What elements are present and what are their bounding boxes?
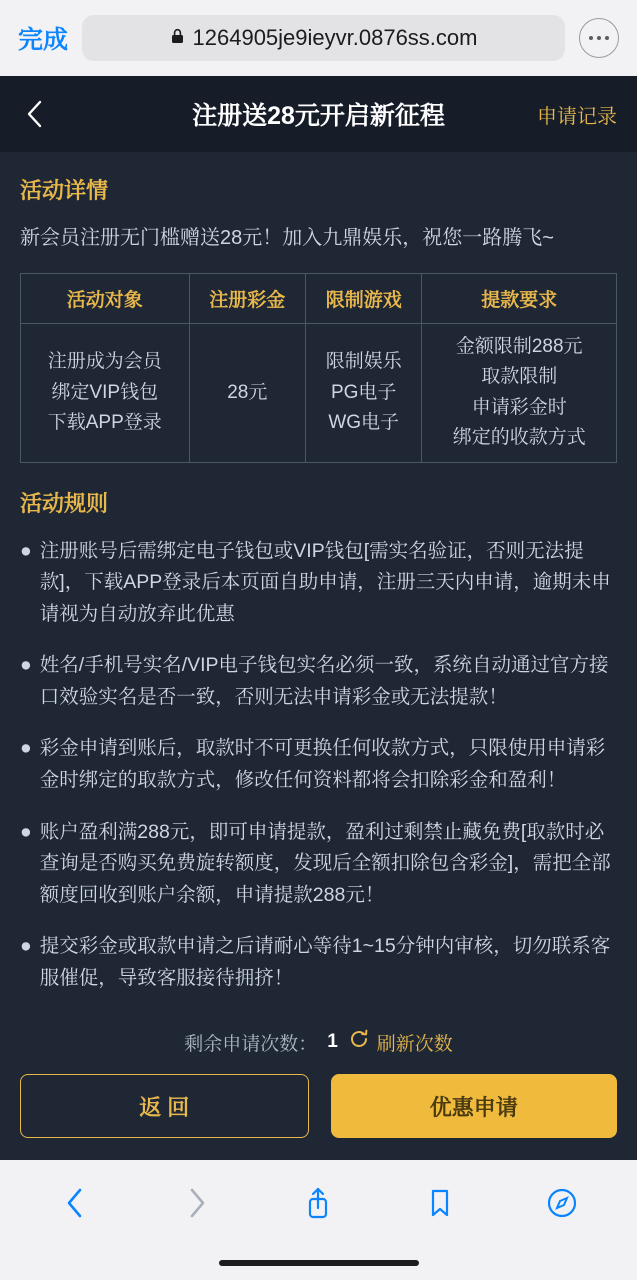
table-cell-line: 下载APP登录: [47, 411, 162, 433]
table-header-cell: 活动对象: [21, 274, 190, 324]
promo-table: [20, 273, 617, 463]
table-cell-line: WG电子: [328, 411, 400, 433]
table-cell-withdraw: [422, 324, 617, 463]
detail-section-title: 活动详情: [20, 178, 109, 203]
table-cell-line: 取款限制: [481, 366, 558, 388]
page-header: [0, 76, 637, 152]
rule-item: [20, 536, 617, 631]
bookmark-icon[interactable]: [414, 1177, 466, 1229]
done-button[interactable]: 完成: [18, 26, 69, 54]
button-row: [20, 1074, 617, 1138]
remaining-attempts: [20, 1018, 617, 1074]
browser-toolbar: [0, 1160, 637, 1246]
rule-item: [20, 817, 617, 912]
refresh-label: 刷新次数: [376, 1033, 453, 1055]
rule-text: 注册账号后需绑定电子钱包或VIP钱包[需实名验证，否则无法提款]，下载APP登录后本页面自助申请，注册三天内申请，逾期未申请视为自动放弃此优惠: [39, 539, 611, 625]
browser-back-icon[interactable]: [49, 1177, 101, 1229]
rule-text: 姓名/手机号实名/VIP电子钱包实名必须一致，系统自动通过官方接口效验实名是否一致，否则无法申请彩金或无法提款！: [39, 654, 609, 708]
table-header-cell: 注册彩金: [189, 274, 305, 324]
browser-address-bar: [0, 0, 637, 76]
home-indicator[interactable]: [219, 1260, 419, 1266]
lock-icon: [170, 27, 185, 50]
table-cell-line: 28元: [227, 381, 268, 403]
apply-promo-button[interactable]: 优惠申请: [331, 1074, 618, 1138]
chevron-left-icon[interactable]: [20, 99, 50, 129]
bullet-icon: ●: [20, 935, 32, 958]
rule-text: 提交彩金或取款申请之后请耐心等待1~15分钟内审核，切勿联系客服催促，导致客服接待拥挤！: [39, 935, 611, 989]
rules-list: [20, 536, 617, 995]
home-indicator-area: [0, 1246, 637, 1280]
url-field[interactable]: [82, 15, 565, 61]
table-cell-line: PG电子: [330, 381, 397, 403]
table-cell-line: 金额限制288元: [455, 336, 583, 357]
table-cell-line: 绑定VIP钱包: [51, 381, 159, 403]
refresh-icon: [348, 1028, 370, 1056]
bullet-icon: ●: [20, 654, 32, 677]
remaining-count: 1: [327, 1031, 338, 1052]
table-cell-bonus: [189, 324, 305, 463]
compass-icon[interactable]: [536, 1177, 588, 1229]
table-cell-line: 申请彩金时: [471, 396, 567, 418]
browser-forward-icon[interactable]: [171, 1177, 223, 1229]
table-cell-line: 绑定的收款方式: [452, 427, 586, 449]
remaining-label: 剩余申请次数：: [184, 1033, 318, 1055]
apply-record-link[interactable]: 申请记录: [537, 105, 617, 128]
table-header-cell: 提款要求: [422, 274, 617, 324]
bullet-icon: ●: [20, 737, 32, 760]
table-cell-games: [305, 324, 421, 463]
page-content: [0, 152, 637, 1018]
back-button[interactable]: 返 回: [20, 1074, 309, 1138]
rule-item: [20, 931, 617, 994]
footer-actions: [0, 1018, 637, 1160]
rule-item: [20, 733, 617, 796]
share-icon[interactable]: [292, 1177, 344, 1229]
table-header-cell: 限制游戏: [305, 274, 421, 324]
table-cell-line: 注册成为会员: [47, 351, 162, 373]
bullet-icon: ●: [20, 820, 32, 843]
rule-text: 账户盈利满288元，即可申请提款，盈利过剩禁止藏免费[取款时必查询是否购买免费旋转额度，发现后全额扣除包含彩金]，需把全部额度回收到账户余额，申请提款288元！: [39, 820, 611, 906]
refresh-attempts-button[interactable]: [348, 1028, 453, 1056]
rule-text: 彩金申请到账后，取款时不可更换任何收款方式，只限使用申请彩金时绑定的取款方式，修改任何资料都将会扣除彩金和盈利！: [39, 737, 606, 792]
table-row: [21, 324, 617, 463]
url-text: 1264905je9ieyvr.0876ss.com: [192, 25, 478, 50]
bullet-icon: ●: [20, 539, 32, 562]
table-cell-line: 限制娱乐: [325, 351, 402, 373]
rule-item: [20, 650, 617, 713]
detail-lead-text: 新会员注册无门槛赠送28元！加入九鼎娱乐，祝您一路腾飞~: [20, 227, 554, 249]
more-icon[interactable]: [579, 18, 619, 58]
table-header-row: [21, 274, 617, 324]
page-title: 注册送28元开启新征程: [192, 102, 445, 130]
rules-section-title: 活动规则: [20, 490, 109, 516]
table-cell-target: [21, 324, 190, 463]
